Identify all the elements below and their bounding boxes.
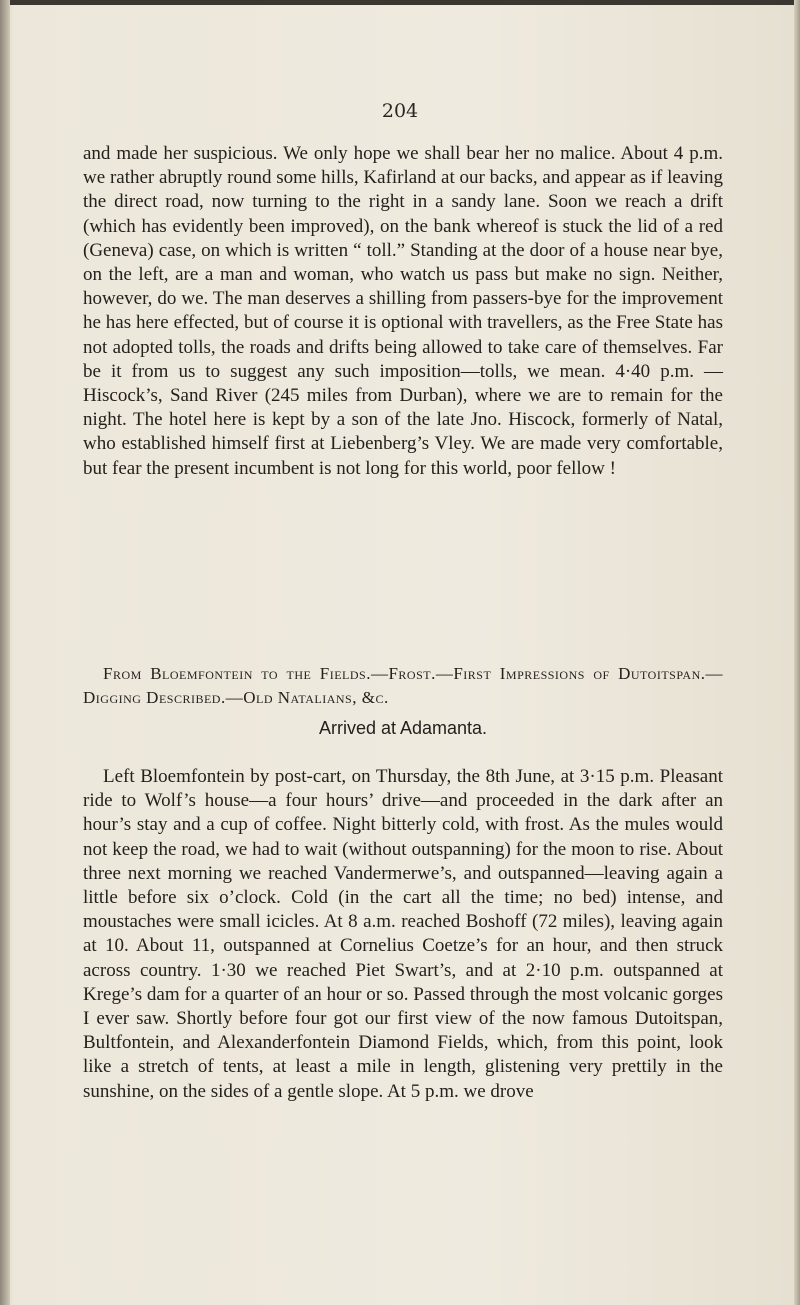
first-paragraph-block [83, 142, 723, 481]
chapter-heading: From Bloemfontein to the Fields.—Frost.—First Impressions of Dutoitspan.—Digging Described.—Old Natalians, &c. [83, 664, 723, 707]
page-right-edge [794, 0, 800, 1305]
chapter-heading-block [83, 662, 723, 742]
page-binding-edge [0, 0, 10, 1305]
paragraph-journey: Left Bloemfontein by post-cart, on Thursday, the 8th June, at 3·15 p.m. Pleasant ride to Wolf’s house—a four hours’ drive—and proceeded in the dark after an hour’s stay and a cup of coffee. Night bitterly cold, with frost. As the mules would not keep the road, we had to wait (without outspanning) for the moon to rise. About three next morning we reached Vandermerwe’s, and outspanned—leaving again a little before six o’clock. Cold (in the cart all the time; no bed) intense, and moustaches were small icicles. At 8 a.m. reached Boshoff (72 miles), leaving again at 10. About 11, outspanned at Cornelius Coetze’s for an hour, and then struck across country. 1·30 we reached Piet Swart’s, and at 2·10 p.m. outspanned at Krege’s dam for a quarter of an hour or so. Passed through the most volcanic gorges I ever saw. Shortly before four got our first view of the now famous Dutoitspan, Bultfontein, and Alexanderfontein Diamond Fields, which, from this point, look like a stretch of tents, at least a mile in length, glistening very prettily in the sunshine, on the sides of a gentle slope. At 5 p.m. we drove [83, 766, 723, 1102]
page-number: 204 [381, 100, 419, 122]
paragraph-continuation: and made her suspicious. We only hope we shall bear her no malice. About 4 p.m. we rather abruptly round some hills, Kafirland at our backs, and appear as if leaving the direct road, now turning to the right in a sandy lane. Soon we reach a drift (which has evidently been improved), on the bank whereof is stuck the lid of a red (Geneva) case, on which is written “ toll.” Standing at the door of a house near bye, on the left, are a man and woman, who watch us pass but make no sign. Neither, however, do we. The man deserves a shilling from passers-bye for the improvement he has here effected, but of course it is optional with travellers, as the Free State has not adopted tolls, the roads and drifts being allowed to take care of themselves. Far be it from us to suggest any such imposition—tolls, we mean. 4·40 p.m. —Hiscock’s, Sand River (245 miles from Durban), where we are to remain for the night. The hotel here is kept by a son of the late Jno. Hiscock, formerly of Natal, who established himself first at Liebenberg’s Vley. We are made very comfortable, but fear the present incumbent is not long for this world, poor fellow ! [83, 143, 723, 479]
second-paragraph-block [83, 765, 723, 1104]
section-subheading: Arrived at Adamanta. [318, 718, 488, 738]
top-edge-rule [0, 0, 800, 5]
